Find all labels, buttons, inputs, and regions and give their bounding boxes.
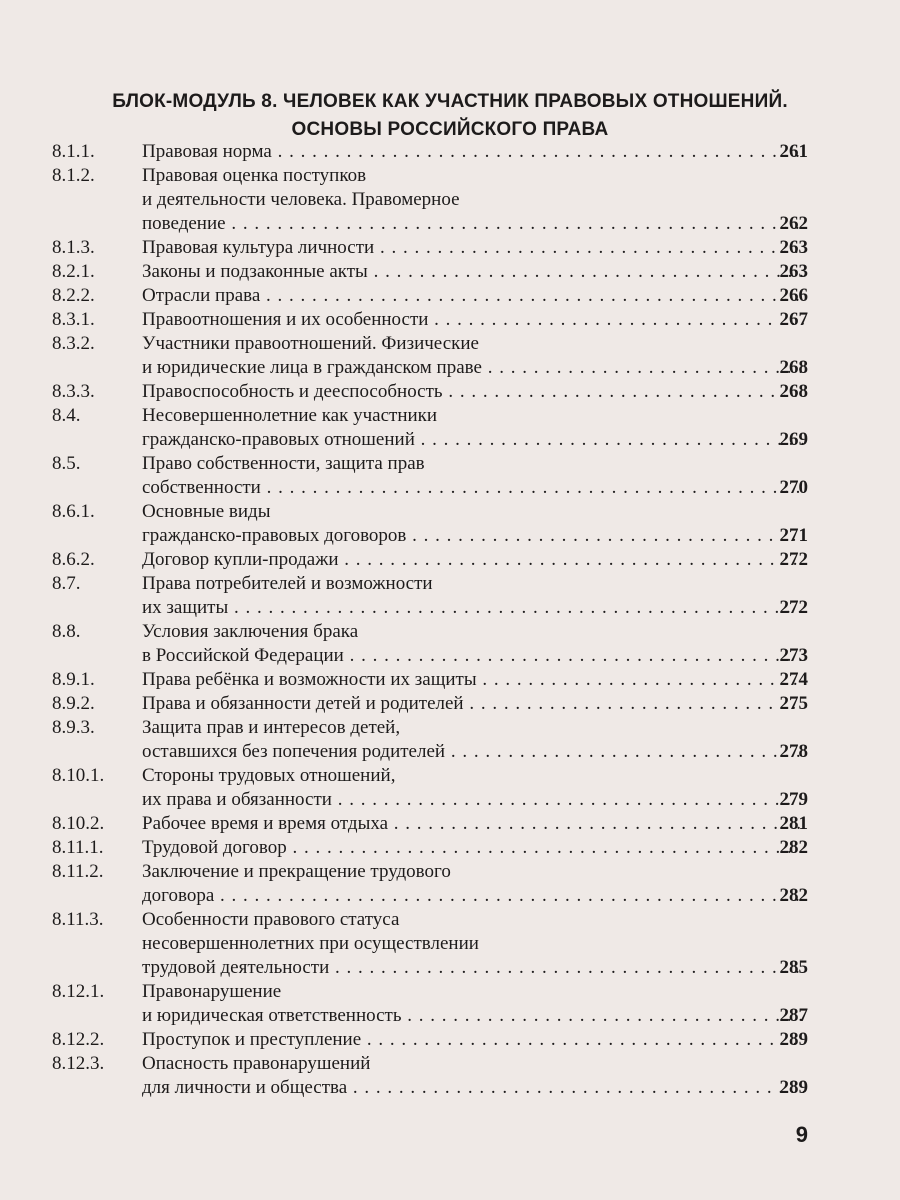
toc-entry-page: 266 [779, 285, 808, 306]
toc-entry-page: 268 [779, 381, 808, 402]
toc-entry-title: Права ребёнка и возможности их защиты . . . [142, 668, 804, 692]
toc-entry-title: Правовая норма . . . [142, 140, 804, 164]
toc-entry-number: 8.10.1. [52, 765, 105, 786]
toc-entry-line [0, 716, 900, 740]
toc-entry [0, 284, 900, 308]
toc-entry-number: 8.5. [52, 453, 81, 474]
page-number: 9 [795, 1122, 808, 1147]
toc-entry-line [0, 260, 900, 284]
toc-entry-page: 279 [779, 789, 808, 810]
toc-entry-title: Опасность правонарушений [142, 1053, 371, 1074]
toc-entry-title: Заключение и прекращение трудового [142, 861, 451, 882]
toc-entry-page: 272 [779, 597, 808, 618]
toc-entry-title: Правоспособность и дееспособность . . . [142, 380, 804, 404]
toc-entry-line [0, 644, 900, 668]
toc-entry-title: Законы и подзаконные акты . . . [142, 260, 804, 284]
toc-entry-title: для личности и общества . . . [142, 1076, 804, 1100]
toc-entry-title: поведение . . . [142, 212, 804, 236]
toc-entry-line [0, 908, 900, 932]
toc-entry-page: 263 [779, 261, 808, 282]
toc-entry-page: 289 [779, 1029, 808, 1050]
toc-entry-line [0, 428, 900, 452]
toc-entry-line [0, 572, 900, 596]
toc-entry-title: Трудовой договор . . . [142, 836, 804, 860]
heading-line-1: БЛОК-МОДУЛЬ 8. ЧЕЛОВЕК КАК УЧАСТНИК ПРАВОВЫХ ОТНОШЕНИЙ. [112, 91, 788, 112]
toc-entry [0, 1028, 900, 1052]
toc-entry [0, 668, 900, 692]
toc-entry-title: Правовая культура личности . . . [142, 236, 804, 260]
toc-entry-title: их защиты . . . [142, 596, 804, 620]
toc-entry-title: Договор купли-продажи . . . [142, 548, 804, 572]
toc-entry-page: 282 [779, 885, 808, 906]
toc-entry-title: гражданско-правовых отношений . . . [142, 428, 804, 452]
toc-entry-line [0, 284, 900, 308]
toc-entry-line [0, 404, 900, 428]
toc-entry-number: 8.1.3. [52, 237, 95, 258]
toc-entry-title: гражданско-правовых договоров . . . [142, 524, 804, 548]
toc-entry-line [0, 452, 900, 476]
toc-entry-line [0, 380, 900, 404]
toc-entry-title: Права потребителей и возможности [142, 573, 433, 594]
toc-entry-page: 278 [779, 741, 808, 762]
toc-entry-page: 270 [779, 477, 808, 498]
toc-entry-title: в Российской Федерации . . . [142, 644, 804, 668]
toc-entry-title: оставшихся без попечения родителей . . . [142, 740, 804, 764]
toc-entry-number: 8.4. [52, 405, 81, 426]
toc-entry-page: 271 [779, 525, 808, 546]
toc-entry-line [0, 980, 900, 1004]
toc-entry-number: 8.9.3. [52, 717, 95, 738]
toc-entry-title: и деятельности человека. Правомерное [142, 189, 460, 210]
toc-entry-title: Несовершеннолетние как участники [142, 405, 438, 426]
toc-entry-line [0, 692, 900, 716]
toc-entry-line [0, 620, 900, 644]
toc-entry-page: 275 [779, 693, 808, 714]
toc-entry-number: 8.10.2. [52, 813, 105, 834]
toc-entry-title: договора . . . [142, 884, 804, 908]
toc-entry-line [0, 476, 900, 500]
toc-entry-line [0, 668, 900, 692]
toc-entry [0, 164, 900, 236]
toc-entry-line [0, 140, 900, 164]
toc-entry-line [0, 1052, 900, 1076]
toc-entry-line [0, 524, 900, 548]
toc-entry-number: 8.6.1. [52, 501, 95, 522]
toc-entry-number: 8.2.1. [52, 261, 95, 282]
toc-entry-title: Отрасли права . . . [142, 284, 804, 308]
toc-entry [0, 764, 900, 812]
table-of-contents [0, 140, 900, 1100]
toc-entry [0, 380, 900, 404]
toc-entry-line [0, 932, 900, 956]
toc-entry-line [0, 548, 900, 572]
toc-entry [0, 812, 900, 836]
toc-entry-line [0, 500, 900, 524]
toc-entry-line [0, 356, 900, 380]
toc-entry-title: трудовой деятельности . . . [142, 956, 804, 980]
toc-entry-title: Право собственности, защита прав [142, 453, 425, 474]
toc-entry [0, 404, 900, 452]
toc-entry-line [0, 740, 900, 764]
toc-entry-title: Рабочее время и время отдыха . . . [142, 812, 804, 836]
toc-entry [0, 620, 900, 668]
toc-entry-title: Защита прав и интересов детей, [142, 717, 401, 738]
toc-entry [0, 980, 900, 1028]
toc-entry-page: 269 [779, 429, 808, 450]
toc-entry-line [0, 308, 900, 332]
toc-entry [0, 1052, 900, 1100]
toc-entry-title: Правовая оценка поступков [142, 165, 367, 186]
toc-entry [0, 836, 900, 860]
toc-entry-page: 289 [779, 1077, 808, 1098]
toc-entry-page: 282 [779, 837, 808, 858]
toc-entry-line [0, 164, 900, 188]
toc-entry-title: Условия заключения брака [142, 621, 359, 642]
toc-entry [0, 308, 900, 332]
toc-entry-title: Проступок и преступление . . . [142, 1028, 804, 1052]
toc-entry-page: 261 [779, 141, 808, 162]
toc-entry [0, 572, 900, 620]
toc-entry-line [0, 1076, 900, 1100]
toc-entry-number: 8.6.2. [52, 549, 95, 570]
toc-entry [0, 452, 900, 500]
toc-entry-title: Участники правоотношений. Физические [142, 333, 479, 354]
toc-entry-number: 8.3.3. [52, 381, 95, 402]
toc-entry-title: Стороны трудовых отношений, [142, 765, 396, 786]
toc-entry-title: Особенности правового статуса [142, 909, 400, 930]
toc-entry-number: 8.8. [52, 621, 81, 642]
toc-entry [0, 716, 900, 764]
toc-entry-line [0, 1004, 900, 1028]
toc-entry-title: Основные виды [142, 501, 271, 522]
heading-line-2: ОСНОВЫ РОССИЙСКОГО ПРАВА [291, 119, 609, 140]
toc-entry-page: 273 [779, 645, 808, 666]
toc-entry-page: 267 [779, 309, 808, 330]
toc-entry-line [0, 860, 900, 884]
toc-entry-number: 8.1.2. [52, 165, 95, 186]
toc-entry [0, 500, 900, 548]
toc-entry-page: 274 [779, 669, 808, 690]
toc-entry-page: 285 [779, 957, 808, 978]
toc-entry [0, 332, 900, 380]
toc-entry-number: 8.11.1. [52, 837, 104, 858]
toc-entry [0, 908, 900, 980]
toc-entry-title: собственности . . . [142, 476, 804, 500]
toc-entry-line [0, 188, 900, 212]
toc-entry-number: 8.12.3. [52, 1053, 105, 1074]
toc-entry [0, 548, 900, 572]
toc-entry-number: 8.12.1. [52, 981, 105, 1002]
toc-entry [0, 140, 900, 164]
toc-entry-title: их права и обязанности . . . [142, 788, 804, 812]
toc-entry-line [0, 812, 900, 836]
toc-entry-number: 8.12.2. [52, 1029, 105, 1050]
toc-entry-line [0, 1028, 900, 1052]
toc-entry-page: 272 [779, 549, 808, 570]
toc-entry-title: и юридическая ответственность . . . [142, 1004, 804, 1028]
toc-entry-number: 8.7. [52, 573, 81, 594]
toc-entry-number: 8.9.2. [52, 693, 95, 714]
toc-entry-number: 8.2.2. [52, 285, 95, 306]
toc-entry-line [0, 956, 900, 980]
toc-entry [0, 236, 900, 260]
toc-entry-line [0, 332, 900, 356]
toc-entry-page: 268 [779, 357, 808, 378]
toc-entry-line [0, 788, 900, 812]
toc-entry-number: 8.3.2. [52, 333, 95, 354]
toc-entry-page: 281 [779, 813, 808, 834]
toc-entry-title: Правоотношения и их особенности . . . [142, 308, 804, 332]
toc-entry [0, 692, 900, 716]
toc-entry [0, 860, 900, 908]
toc-entry-number: 8.9.1. [52, 669, 95, 690]
toc-entry-title: Права и обязанности детей и родителей . . . [142, 692, 804, 716]
toc-entry-title: и юридические лица в гражданском праве . . . [142, 356, 804, 380]
section-heading [0, 88, 900, 144]
toc-entry-page: 287 [779, 1005, 808, 1026]
toc-entry-number: 8.11.3. [52, 909, 104, 930]
toc-entry-line [0, 836, 900, 860]
toc-entry-number: 8.1.1. [52, 141, 95, 162]
toc-entry [0, 260, 900, 284]
toc-entry-number: 8.3.1. [52, 309, 95, 330]
toc-entry-number: 8.11.2. [52, 861, 104, 882]
toc-entry-page: 263 [779, 237, 808, 258]
toc-entry-line [0, 236, 900, 260]
toc-entry-title: несовершеннолетних при осуществлении [142, 933, 479, 954]
toc-entry-line [0, 764, 900, 788]
toc-entry-line [0, 884, 900, 908]
toc-entry-title: Правонарушение [142, 981, 282, 1002]
toc-entry-line [0, 212, 900, 236]
toc-entry-page: 262 [779, 213, 808, 234]
toc-entry-line [0, 596, 900, 620]
